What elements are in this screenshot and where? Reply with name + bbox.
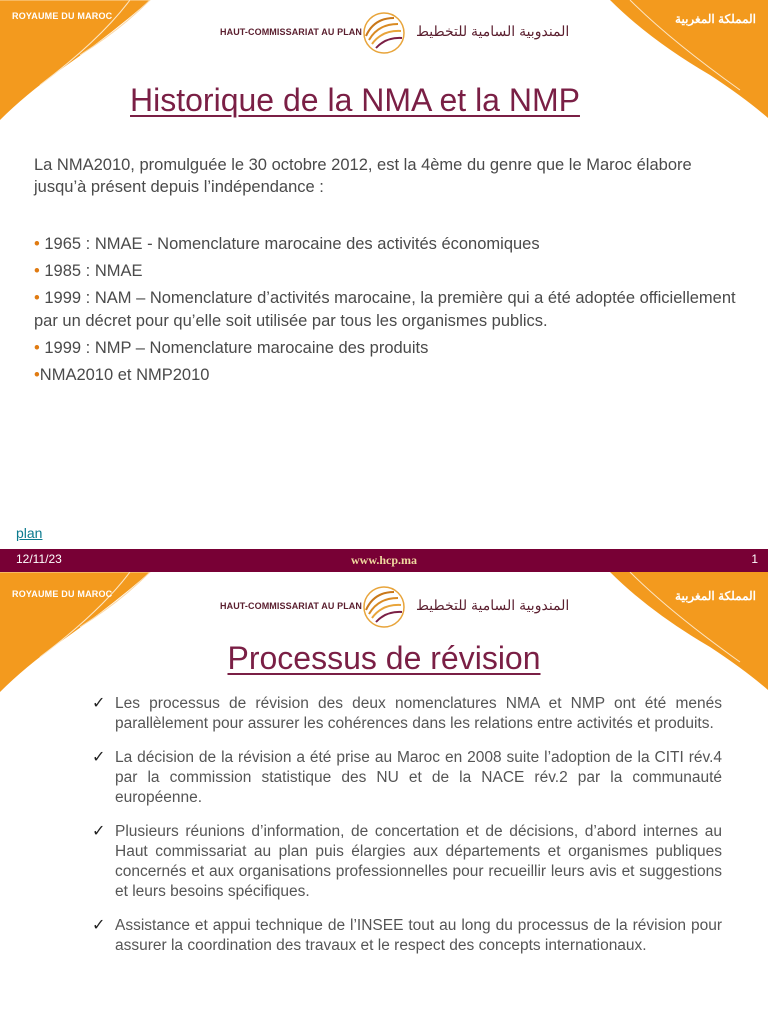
list-item-text: 1985 : NMAE bbox=[39, 262, 143, 280]
page-title: Historique de la NMA et la NMP bbox=[130, 82, 580, 118]
list-item bbox=[34, 287, 744, 333]
page-title-text: Processus de révision bbox=[227, 640, 541, 676]
list-item bbox=[34, 337, 744, 360]
list-item bbox=[90, 748, 722, 808]
hcp-logo-icon bbox=[360, 584, 408, 630]
list-item-text: NMA2010 et NMP2010 bbox=[39, 366, 210, 384]
kingdom-label-ar: المملكة المغربية bbox=[675, 12, 756, 26]
list-item-text: 1999 : NMP – Nomenclature marocaine des produits bbox=[39, 339, 429, 357]
kingdom-label-fr: ROYAUME DU MAROC bbox=[12, 11, 113, 21]
bullet-dot: • bbox=[34, 339, 40, 357]
slide-2 bbox=[0, 572, 768, 1024]
history-list bbox=[34, 233, 744, 391]
list-item-text: 1965 : NMAE - Nomenclature marocaine des activités économiques bbox=[39, 235, 540, 253]
intro-paragraph: La NMA2010, promulguée le 30 octobre 2012, est la 4ème du genre que le Maroc élabore jusqu’à présent depuis l’indépendance : bbox=[34, 156, 692, 196]
list-item-text: Assistance et appui technique de l’INSEE tout au long du processus de la révision pour assurer la coordination des travaux et le respect des concepts internationaux. bbox=[115, 917, 722, 954]
list-item bbox=[90, 822, 722, 902]
list-item bbox=[90, 694, 722, 734]
bullet-dot: • bbox=[34, 235, 40, 253]
footer-url: www.hcp.ma bbox=[350, 553, 417, 567]
slide-footer bbox=[0, 549, 768, 572]
check-icon: ✓ bbox=[92, 917, 106, 934]
check-icon: ✓ bbox=[92, 749, 106, 766]
list-item-text: 1999 : NAM – Nomenclature d’activités marocaine, la première qui a été adoptée officiellement par un décret pour qu’elle soit utilisée par tous les organismes publics. bbox=[34, 289, 736, 330]
list-item-text: Les processus de révision des deux nomenclatures NMA et NMP ont été menés parallèlement pour assurer les cohérences dans les relations entre activités et produits. bbox=[115, 695, 722, 732]
kingdom-label-fr: ROYAUME DU MAROC bbox=[12, 589, 113, 599]
hcp-logo-icon bbox=[360, 10, 408, 56]
footer-date: 12/11/23 bbox=[16, 552, 62, 566]
list-item-text: La décision de la révision a été prise au Maroc en 2008 suite l’adoption de la CITI rév.4 par la commission statistique des NU et de la NACE rév.2 par la communauté européenne. bbox=[115, 749, 722, 806]
hcp-logo-row bbox=[0, 10, 768, 58]
hcp-name-ar: المندوبية السامية للتخطيط bbox=[416, 597, 570, 613]
hcp-name-fr: HAUT-COMMISSARIAT AU PLAN bbox=[220, 601, 362, 611]
bullet-dot: • bbox=[34, 366, 40, 384]
hcp-name-fr: HAUT-COMMISSARIAT AU PLAN bbox=[220, 27, 362, 37]
list-item-text: Plusieurs réunions d’information, de concertation et de décisions, d’abord internes au Haut commissariat au plan puis élargies aux départements et organismes publiques concernés et aux organisations professionnelles pour recueillir leurs avis et suggestions et leurs besoins spécifiques. bbox=[115, 823, 722, 900]
list-item bbox=[34, 260, 744, 283]
page-title bbox=[0, 640, 768, 677]
check-icon: ✓ bbox=[92, 823, 106, 840]
hcp-name-ar: المندوبية السامية للتخطيط bbox=[416, 23, 570, 39]
check-icon: ✓ bbox=[92, 695, 106, 712]
bullet-dot: • bbox=[34, 289, 40, 307]
revision-list bbox=[90, 694, 722, 970]
bullet-dot: • bbox=[34, 262, 40, 280]
list-item bbox=[90, 916, 722, 956]
kingdom-label-ar: المملكة المغربية bbox=[675, 589, 756, 603]
plan-link[interactable]: plan bbox=[16, 525, 43, 541]
page-number: 1 bbox=[751, 552, 758, 566]
list-item bbox=[34, 364, 744, 387]
list-item bbox=[34, 233, 744, 256]
hcp-logo-row bbox=[0, 584, 768, 632]
